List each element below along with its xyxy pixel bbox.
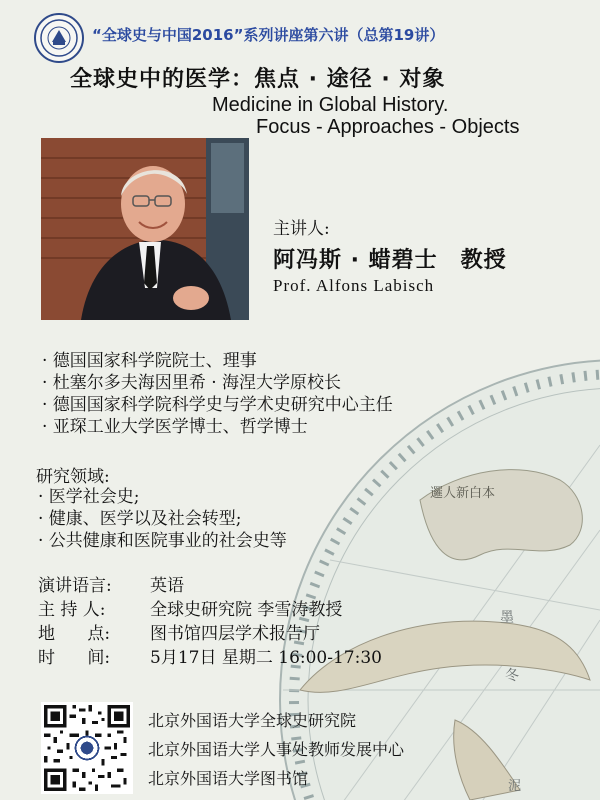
university-seal-icon — [34, 13, 84, 63]
credential-item: · 杜塞尔多夫海因里希 · 海涅大学原校长 — [42, 373, 342, 393]
organizer-item: 北京外国语大学全球史研究院 — [148, 711, 357, 730]
detail-value: 全球史研究院 李雪涛教授 — [150, 600, 343, 620]
credential-item: · 亚琛工业大学医学博士、哲学博士 — [42, 417, 308, 437]
credential-item: · 德国国家科学院院士、理事 — [42, 351, 257, 371]
detail-row-location — [38, 622, 382, 646]
organizers — [148, 706, 404, 793]
research-item: · 医学社会史; — [38, 487, 140, 507]
map-label: 墨 — [500, 610, 514, 626]
speaker-credentials — [42, 350, 393, 438]
organizer-item: 北京外国语大学图书馆 — [148, 769, 309, 788]
research-list — [38, 486, 287, 552]
speaker-name-english: Prof. Alfons Labisch — [273, 276, 435, 295]
research-item: · 健康、医学以及社会转型; — [38, 509, 242, 529]
series-title: “全球史与中国2016”系列讲座第六讲（总第19讲） — [92, 26, 445, 44]
organizer-item: 北京外国语大学人事处教师发展中心 — [148, 740, 405, 759]
speaker-label: 主讲人: — [273, 219, 330, 239]
lecture-title-chinese: 全球史中的医学：焦点 · 途径 · 对象 — [70, 67, 446, 92]
detail-row-language — [38, 574, 382, 598]
lecture-title-english-line1: Medicine in Global History. — [212, 94, 449, 116]
speaker-name: 阿冯斯 · 蜡碧士 教授 — [273, 248, 507, 273]
map-label: 冬 — [505, 668, 519, 684]
map-label: 邏人新白本 — [430, 486, 496, 501]
detail-key: 主 持 人: — [38, 600, 106, 620]
detail-row-host — [38, 598, 382, 622]
detail-key: 演讲语言: — [38, 576, 112, 596]
research-heading: 研究领域: — [36, 467, 110, 487]
credential-item: · 德国国家科学院科学史与学术史研究中心主任 — [42, 395, 393, 415]
map-label: 泥 — [508, 779, 522, 794]
detail-value: 英语 — [150, 576, 184, 596]
speaker-photo — [41, 138, 249, 320]
research-item: · 公共健康和医院事业的社会史等 — [38, 531, 287, 551]
qr-code[interactable] — [41, 702, 133, 794]
detail-row-time — [38, 646, 382, 670]
lecture-details — [38, 574, 382, 670]
lecture-title-english-line2: Focus - Approaches - Objects — [256, 116, 520, 138]
detail-key: 地 点: — [38, 624, 111, 644]
detail-value: 图书馆四层学术报告厅 — [150, 624, 320, 644]
detail-value: 5月17日 星期二 16:00-17:30 — [150, 648, 382, 668]
detail-key: 时 间: — [38, 648, 111, 668]
